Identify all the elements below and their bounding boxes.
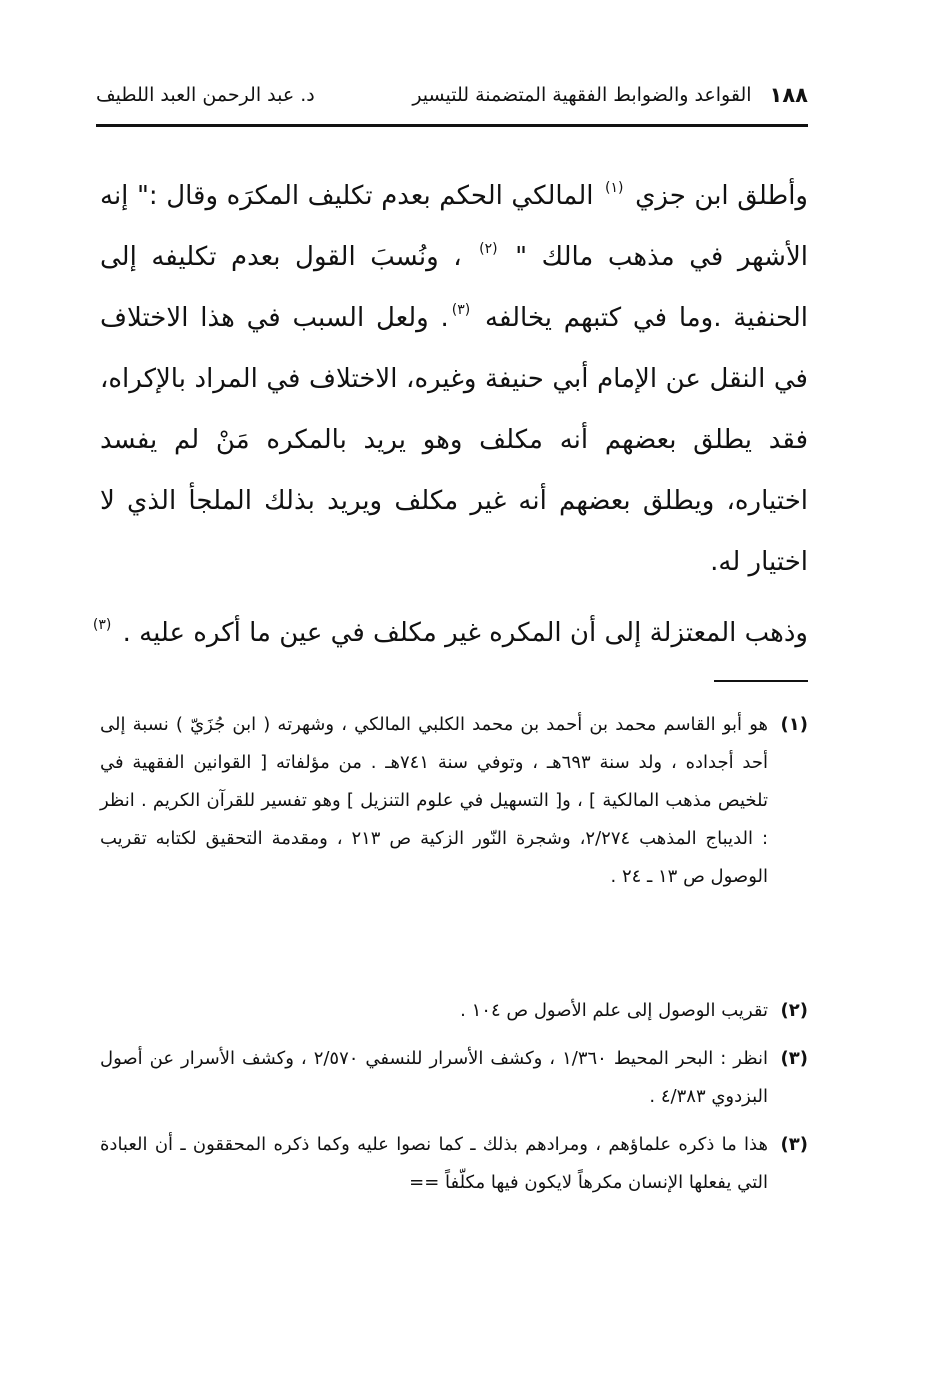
- footnote-text: هو أبو القاسم محمد بن أحمد بن محمد الكلبي المالكي ، وشهرته ( ابن جُزَيّ ) نسبة إلى أحد أجداده ، ولد سنة ٦٩٣هـ ، وتوفي سنة ٧٤١هـ . من مؤلفاته [ القوانين الفقهية في تلخيص مذهب المالكية ] ، و[ التسهيل في علوم التنزيل ] وهو تفسير للقرآن الكريم . انظر : الديباج المذهب ٢/٢٧٤، وشجرة النّور الزكية ص ٢١٣ ، ومقدمة التحقيق لكتابه تقريب الوصول ص ١٣ ـ ٢٤ .: [100, 714, 769, 887]
- text-segment: ، ونُسبَ القول بعدم تكليفه إلى الحنفية .وما في كتبهم يخالفه: [100, 242, 808, 333]
- footnotes: [100, 706, 808, 1212]
- page-number: ١٨٨: [769, 83, 808, 107]
- footnote-ref: (٣): [92, 617, 112, 633]
- footnote-text: انظر : البحر المحيط ١/٣٦٠ ، وكشف الأسرار للنسفي ٢/٥٧٠ ، وكشف الأسرار عن أصول البزدوي ٤/٣٨٣ .: [100, 1048, 768, 1107]
- paragraph: [100, 166, 808, 593]
- text-segment: وذهب المعتزلة إلى أن المكره غير مكلف في عين ما أكره عليه .: [122, 618, 808, 648]
- footnote: [100, 706, 808, 982]
- footnote-number: (٣): [780, 1134, 808, 1155]
- author-name: د. عبد الرحمن العبد اللطيف: [96, 84, 315, 106]
- footnote: [100, 992, 808, 1030]
- footnote-ref: (١): [605, 180, 624, 196]
- footnote-text: هذا ما ذكره علماؤهم ، ومرادهم بذلك ـ كما نصوا عليه وكما ذكره المحققون ـ أن العبادة التي يفعلها الإنسان مكرهاً لايكون فيها مكلّفاً ==: [100, 1134, 768, 1193]
- footnote: [100, 1126, 808, 1202]
- main-text: [92, 166, 808, 664]
- footnote: [100, 1040, 808, 1116]
- text-segment: . ولعل السبب في هذا الاختلاف في النقل عن الإمام أبي حنيفة وغيره، الاختلاف في المراد بالإكراه، فقد يطلق بعضهم أنه مكلف وهو يريد بالمكره مَنْ لم يفسد اختياره، ويطلق بعضهم أنه غير مكلف ويريد بذلك الملجأ الذي لا اختيار له.: [100, 303, 808, 577]
- footnote-separator: [714, 680, 808, 682]
- footnote-number: (٣): [780, 1048, 808, 1069]
- paragraph: [92, 603, 808, 664]
- footnote-ref: (٣): [451, 302, 471, 318]
- header-rule: [96, 124, 808, 127]
- text-segment: المالكي الحكم بعدم تكليف المكرَه وقال :" إنه الأشهر في مذهب مالك ": [100, 181, 808, 272]
- book-title: القواعد والضوابط الفقهية المتضمنة للتيسير: [412, 84, 752, 106]
- footnote-number: (٢): [780, 1000, 808, 1021]
- footnote-ref: (٢): [479, 241, 498, 257]
- page-header: [96, 78, 808, 112]
- footnote-number: (١): [780, 714, 808, 735]
- footnote-text: تقريب الوصول إلى علم الأصول ص ١٠٤ .: [460, 1000, 768, 1021]
- text-segment: وأطلق ابن جزي: [635, 181, 808, 211]
